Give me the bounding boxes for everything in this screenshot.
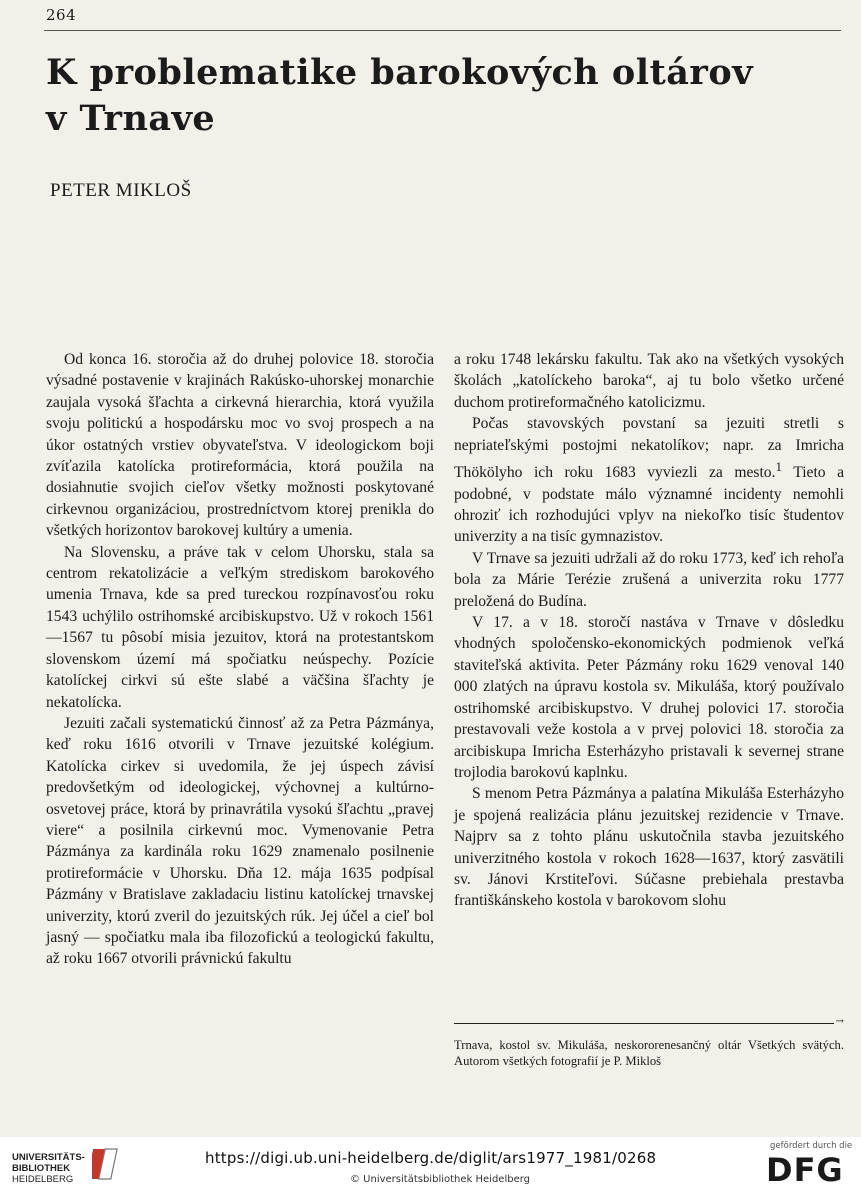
figure-caption: Trnava, kostol sv. Mikuláša, neskororenesančný oltár Všetkých svätých. Autorom všetkých fotografií je P. Mikloš xyxy=(454,1038,844,1068)
paragraph-with-footnote xyxy=(454,413,844,548)
footnote-marker[interactable]: 1 xyxy=(775,459,782,475)
paragraph: S menom Petra Pázmánya a palatína Mikuláša Esterházyho je spojená realizácia plánu jezuitskej rezidencie v Trnave. Najprv sa z tohto plánu uskutočnila stavba jezuitského univerzitného kostola v rokoch 1628—1637, ktorý zasvätili sv. Jánovi Krstiteľovi. Súčasne prebiehala prestavba františkánskeho kostola v barokovom slohu xyxy=(454,785,844,910)
library-name-line-3: HEIDELBERG xyxy=(12,1174,74,1185)
paragraph-text: Tieto a podobné, v podstate málo významné incidenty nemohli ohroziť ich rozhodujúci vplyv na niekoľko tisíc študentov univerzity a na tisíc gymnazistov. xyxy=(454,464,845,546)
author-name: PETER MIKLOŠ xyxy=(50,180,192,201)
caption-divider xyxy=(454,1023,834,1024)
title-line-2: v Trnave xyxy=(46,98,216,139)
paragraph: V 17. a v 18. storočí nastáva v Trnave v dôsledku vhodných spoločensko-ekonomických podmienok veľká staviteľská aktivita. Peter Pázmány roku 1629 venoval 140 000 zlatých na úpravu kostola sv. Mikuláša, ktorý používalo ostrihomské arcibiskupstvo. V druhej polovici 17. storočia prestavovali veže kostola a v prvej polovici 18. storočia za arcibiskupa Imricha Esterházyho pristavali k severnej strane trojlodia barokovú kaplnku. xyxy=(454,614,844,781)
library-logo[interactable] xyxy=(12,1152,85,1185)
funding-note: gefördert durch die xyxy=(770,1141,853,1151)
paragraph: V Trnave sa jezuiti udržali až do roku 1773, keď ich rehoľa bola za Márie Terézie zrušená a univerzita roku 1777 preložená do Budína. xyxy=(454,549,844,610)
page-number: 264 xyxy=(46,6,77,24)
article-title xyxy=(46,50,826,142)
caption-rule xyxy=(454,1018,844,1028)
paragraph: Na Slovensku, a práve tak v celom Uhorsku, stala sa centrom rekatolizácie a veľkým strediskom barokového umenia Trnava, kde sa pred tureckou rozpínavosťou roku 1543 uchýlilo ostrihomské arcibiskupstvo. Už v rokoch 1561—1567 tu pôsobí misia jezuitov, ktorá na protestantskom slovenskom území má spočiatku neúspechy. Pozície katolíckej cirkvi sú ešte slabé a väčšina šľachty je nekatolícka. xyxy=(46,543,434,711)
title-line-1: K problematike barokových oltárov xyxy=(46,52,754,93)
paragraph: Jezuiti začali systematickú činnosť až za Petra Pázmánya, keď roku 1616 otvorili v Trnave jezuitské kolégium. Katolícka cirkev si uvedomila, že jej úspech závisí predovšetkým od ideologickej, výchovnej a kultúrno-osvetovej práce, ktorá by prinavrátila vysokú šľachtu „pravej viere“ a posilnila cirkevnú moc. Vymenovanie Petra Pázmánya za kardinála roku 1629 znamenalo posilnenie protireformácie v Uhorsku. Dňa 12. mája 1635 podpísal Pázmány v Bratislave zakladaciu listinu katolíckej trnavskej univerzity, ktorú zveril do jezuitských rúk. Jej účel a cieľ bol jasný — spočiatku mala iba filozofickú a teologickú fakultu, až roku 1667 otvorili právnickú fakultu xyxy=(46,714,434,968)
library-emblem-icon xyxy=(92,1145,122,1185)
footer-bar xyxy=(0,1137,861,1196)
arrow-right-icon: → xyxy=(835,1016,844,1027)
digital-object-url[interactable]: https://digi.ub.uni-heidelberg.de/diglit/ars1977_1981/0268 xyxy=(205,1149,657,1167)
copyright-notice: © Universitätsbibliothek Heidelberg xyxy=(350,1174,531,1185)
paragraph-continued: a roku 1748 lekársku fakultu. Tak ako na všetkých vysokých školách „katolíckeho baroka“, aj tu bolo všetko určené duchom protireformačného katolicizmu. xyxy=(454,351,844,411)
library-name-line-2: BIBLIOTHEK xyxy=(12,1163,71,1174)
paragraph: Od konca 16. storočia až do druhej polovice 18. storočia výsadné postavenie v krajinách Rakúsko-uhorskej monarchie zaujala vysoká šľachta a cirkevná hierarchia, ktorá využila svoju politickú a hospodársku moc vo svoj prospech a na úkor ostatných vrstiev obyvateľstva. V ideologickom boji zvíťazila katolícka protireformácia, ktorá použila na dosiahnutie svojich cieľov všetky možnosti poskytované cirkevnou organizáciou, prostredníctvom ktorej prenikla do všetkých horizontov barokovej kultúry a umenia. xyxy=(46,351,434,540)
library-name-line-1: UNIVERSITÄTS- xyxy=(12,1152,85,1163)
right-column xyxy=(454,349,844,912)
top-rule xyxy=(44,30,841,31)
dfg-logo[interactable]: DFG xyxy=(766,1151,844,1189)
left-column xyxy=(46,349,434,970)
paragraph-text: Počas stavovských povstaní sa jezuiti stretli s nepriateľskými postojmi nekatolíkov; napr. za Imricha Thökölyho ich roku 1683 vyviezli za mesto. xyxy=(454,415,844,482)
